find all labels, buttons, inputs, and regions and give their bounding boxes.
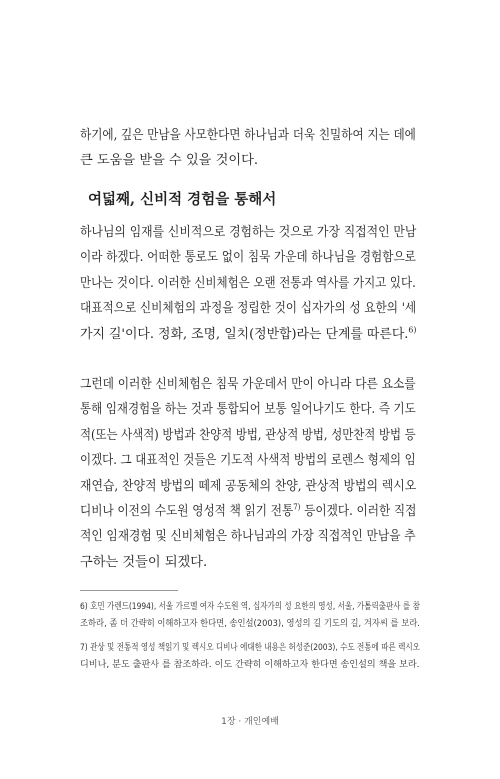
text-line: 이겠다. 그 대표적인 것들은 기도적 사색적 방법의 로렌스 형제의 임 xyxy=(80,453,416,469)
text-line: 적인 임재경험 및 신비체험은 하나님과의 가장 직접적인 만남을 추 xyxy=(80,529,416,545)
text-line xyxy=(80,499,417,524)
text-line: 그런데 이러한 신비체험은 침묵 가운데서 만이 아니라 다른 요소를 xyxy=(80,377,416,392)
section-heading: 여덟째, 신비적 경험을 통해서 xyxy=(88,191,277,208)
text-line: 적(또는 사색적) 방법과 찬양적 방법, 관상적 방법, 성만찬적 방법 등 xyxy=(80,427,416,443)
footnote-line: 7) 관상 및 전통적 영성 책읽기 및 렉시오 디비나 에대한 내용은 허성준(2003), 수도 전통에 따른 렉시오 xyxy=(80,642,420,653)
footnote-ref-6: 6) xyxy=(408,325,417,335)
text-line: 구하는 것들이 되겠다. xyxy=(80,554,208,570)
footnote-line: 6) 호민 가렌드(1994), 서울 가르멜 여자 수도원 역, 십자가의 성 요한의 영성, 서울, 가톨릭출판사 를 참 xyxy=(80,601,420,612)
page-footer: 1장 · 개인예배 xyxy=(221,717,279,727)
text-line: 재연습, 찬양적 방법의 떼제 공동체의 찬양, 관상적 방법의 렉시오 xyxy=(80,478,417,494)
footnote-divider xyxy=(80,590,178,591)
paragraph-intro xyxy=(80,123,416,174)
text-line: 대표적으로 신비체험의 과정을 정립한 것이 십자가의 성 요한의 '세 xyxy=(80,301,417,317)
footnote-line: 디비나, 분도 출판사 를 참조하라. 이도 간략히 이해하고자 한다면 송인설의 책을 보라. xyxy=(80,659,420,670)
text-line: 이라 하겠다. 어떠한 통로도 없이 침묵 가운데 하나님을 경험함으로 xyxy=(80,250,416,266)
text-line: 큰 도움을 받을 수 있을 것이다. xyxy=(80,153,259,169)
paragraph-integration xyxy=(80,372,416,575)
text-segment: 등이겠다. 이러한 직접 xyxy=(300,504,417,520)
text-segment: 가지 길'이다. 정화, 조명, 일치(정반합)라는 단계를 따른다. xyxy=(80,326,409,342)
footnote-6 xyxy=(80,598,420,632)
paragraph-mystical-experience xyxy=(80,220,416,347)
text-segment: 디비나 이전의 수도원 영성적 책 읽기 전통 xyxy=(80,504,294,520)
text-line xyxy=(80,322,417,347)
footnote-line: 조하라, 좀 더 간략히 이해하고자 한다면, 송인설(2003), 영성의 길 기도의 길, 겨자씨 를 보라. xyxy=(80,618,420,629)
text-line: 하기에, 깊은 만남을 사모한다면 하나님과 더욱 친밀하여 지는 데에 xyxy=(80,128,416,143)
text-line: 통해 임재경험을 하는 것과 통합되어 보통 일어나기도 한다. 즉 기도 xyxy=(80,402,416,418)
footnote-ref-7: 7) xyxy=(293,502,301,512)
text-line: 하나님의 임재를 신비적으로 경험하는 것으로 가장 직접적인 만남 xyxy=(80,225,417,240)
footnotes xyxy=(80,598,420,680)
footnote-7 xyxy=(80,639,420,673)
text-line: 만나는 것이다. 이러한 신비체험은 오랜 전통과 역사를 가지고 있다. xyxy=(80,275,416,291)
